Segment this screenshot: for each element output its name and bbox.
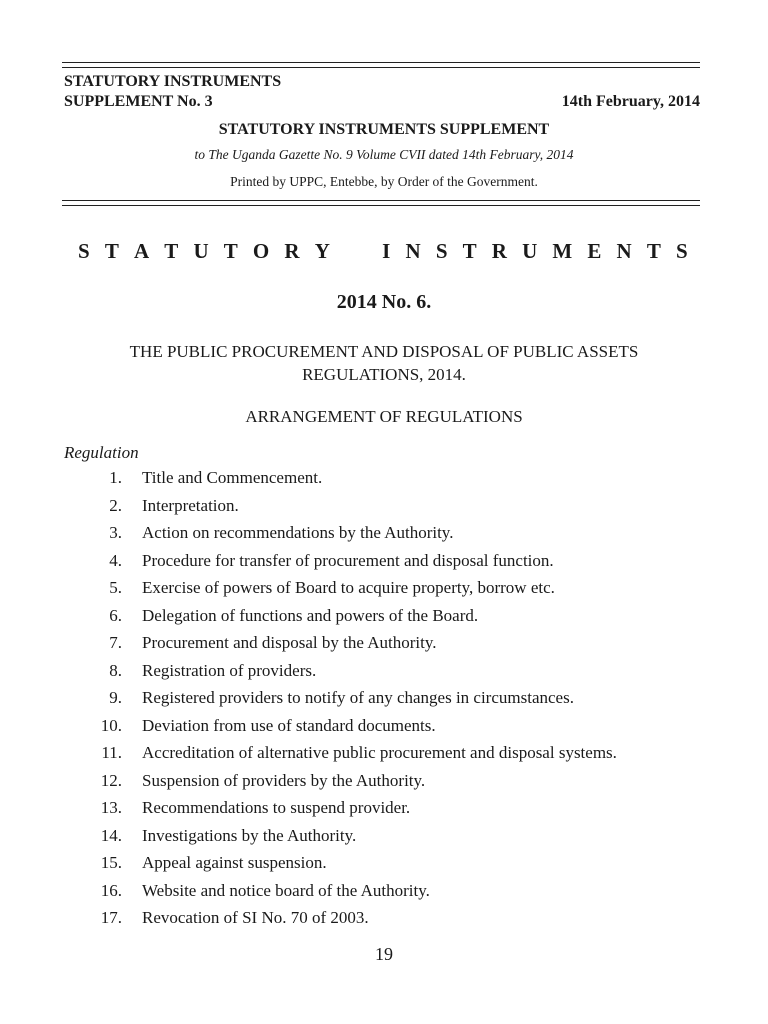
regulation-title: Investigations by the Authority. xyxy=(142,825,357,845)
heading-letter: S xyxy=(676,239,688,263)
regulation-number: 14. xyxy=(100,825,122,845)
printer-line: Printed by UPPC, Entebbe, by Order of the Government. xyxy=(230,174,538,189)
heading-word-gap xyxy=(345,238,367,264)
list-item xyxy=(64,739,724,767)
list-item xyxy=(64,849,724,877)
page-number: 19 xyxy=(375,944,393,964)
regulation-title: Website and notice board of the Authority. xyxy=(142,880,430,900)
regulation-title: Procurement and disposal by the Authority. xyxy=(142,633,437,652)
gazette-reference: to The Uganda Gazette No. 9 Volume CVII dated 14th February, 2014 xyxy=(194,147,574,162)
list-item xyxy=(64,574,724,602)
regulation-title: Suspension of providers by the Authority. xyxy=(142,770,426,790)
regulation-number: 6. xyxy=(109,605,122,625)
regulation-number: 12. xyxy=(100,770,122,790)
heading-letter: T xyxy=(646,239,661,263)
arrangement-heading: ARRANGEMENT OF REGULATIONS xyxy=(245,407,523,426)
regulation-title: Recommendations to suspend provider. xyxy=(142,798,411,817)
supplement-title: STATUTORY INSTRUMENTS SUPPLEMENT xyxy=(218,121,550,138)
regulation-number: 16. xyxy=(100,880,122,900)
top-double-rule xyxy=(62,62,700,68)
heading-letter: S xyxy=(435,239,448,263)
regulations-title-line-2: REGULATIONS, 2014. xyxy=(302,365,466,384)
regulation-number: 1. xyxy=(109,468,122,487)
list-item xyxy=(64,492,724,520)
regulation-title: Registered providers to notify of any changes in circumstances. xyxy=(142,688,574,707)
regulation-number: 4. xyxy=(109,550,122,570)
heading-letter: T xyxy=(164,239,179,263)
heading-letter: U xyxy=(193,239,209,263)
list-item xyxy=(64,877,724,905)
list-item xyxy=(64,712,724,740)
regulation-number: 9. xyxy=(109,688,122,707)
heading-letter: Y xyxy=(314,239,330,263)
regulation-title: Appeal against suspension. xyxy=(142,853,327,872)
regulation-title: Procedure for transfer of procurement and disposal function. xyxy=(142,550,554,570)
heading-letter: A xyxy=(133,239,150,263)
heading-letter: U xyxy=(522,239,538,263)
regulation-title: Deviation from use of standard documents. xyxy=(142,715,436,735)
regulations-title-line-1: THE PUBLIC PROCUREMENT AND DISPOSAL OF PUBLIC ASSETS xyxy=(129,342,639,361)
list-item xyxy=(64,822,724,850)
regulation-title: Accreditation of alternative public procurement and disposal systems. xyxy=(142,743,617,762)
list-item xyxy=(64,519,724,547)
list-item xyxy=(64,547,724,575)
regulation-number: 17. xyxy=(100,908,122,927)
regulation-number: 3. xyxy=(109,523,122,542)
heading-letter: I xyxy=(382,239,391,263)
heading-letter: S xyxy=(78,239,90,263)
heading-letter: O xyxy=(252,239,270,263)
regulation-title: Revocation of SI No. 70 of 2003. xyxy=(142,908,369,927)
list-item xyxy=(64,602,724,630)
list-item xyxy=(64,464,724,492)
regulation-column-label: Regulation xyxy=(64,443,139,462)
heading-letter: R xyxy=(491,239,507,263)
instrument-number: 2014 No. 6. xyxy=(336,291,432,313)
statutory-instruments-heading xyxy=(78,238,688,264)
list-item xyxy=(64,629,724,657)
regulation-number: 7. xyxy=(109,633,122,652)
heading-letter: T xyxy=(223,239,238,263)
list-item xyxy=(64,684,724,712)
header-bottom-double-rule xyxy=(62,200,700,206)
heading-letter: T xyxy=(462,239,477,263)
header-series: STATUTORY INSTRUMENTS xyxy=(64,73,282,90)
header-line-2 xyxy=(64,92,700,112)
list-item xyxy=(64,904,724,932)
list-item xyxy=(64,767,724,795)
regulation-number: 8. xyxy=(109,660,122,680)
regulation-title: Exercise of powers of Board to acquire property, borrow etc. xyxy=(142,578,555,597)
regulation-title: Interpretation. xyxy=(142,495,239,515)
regulation-title: Delegation of functions and powers of the Board. xyxy=(142,605,479,625)
regulation-number: 2. xyxy=(109,495,122,515)
heading-letter: N xyxy=(616,239,632,263)
regulation-title: Action on recommendations by the Authority. xyxy=(142,523,454,542)
regulation-title: Registration of providers. xyxy=(142,660,317,680)
heading-letter: M xyxy=(552,239,573,263)
header-date: 14th February, 2014 xyxy=(561,93,700,110)
regulations-list xyxy=(64,464,724,932)
regulation-number: 15. xyxy=(100,853,122,872)
heading-letter: T xyxy=(104,239,119,263)
regulation-number: 5. xyxy=(109,578,122,597)
header-line-1 xyxy=(64,72,700,92)
regulation-number: 10. xyxy=(100,715,122,735)
list-item xyxy=(64,657,724,685)
heading-letter: R xyxy=(284,239,300,263)
heading-letter: E xyxy=(587,239,602,263)
header-supplement-number: SUPPLEMENT No. 3 xyxy=(64,93,213,110)
heading-letter: N xyxy=(405,239,421,263)
regulation-number: 13. xyxy=(100,798,122,817)
list-item xyxy=(64,794,724,822)
regulation-title: Title and Commencement. xyxy=(142,468,323,487)
regulation-number: 11. xyxy=(101,743,122,762)
